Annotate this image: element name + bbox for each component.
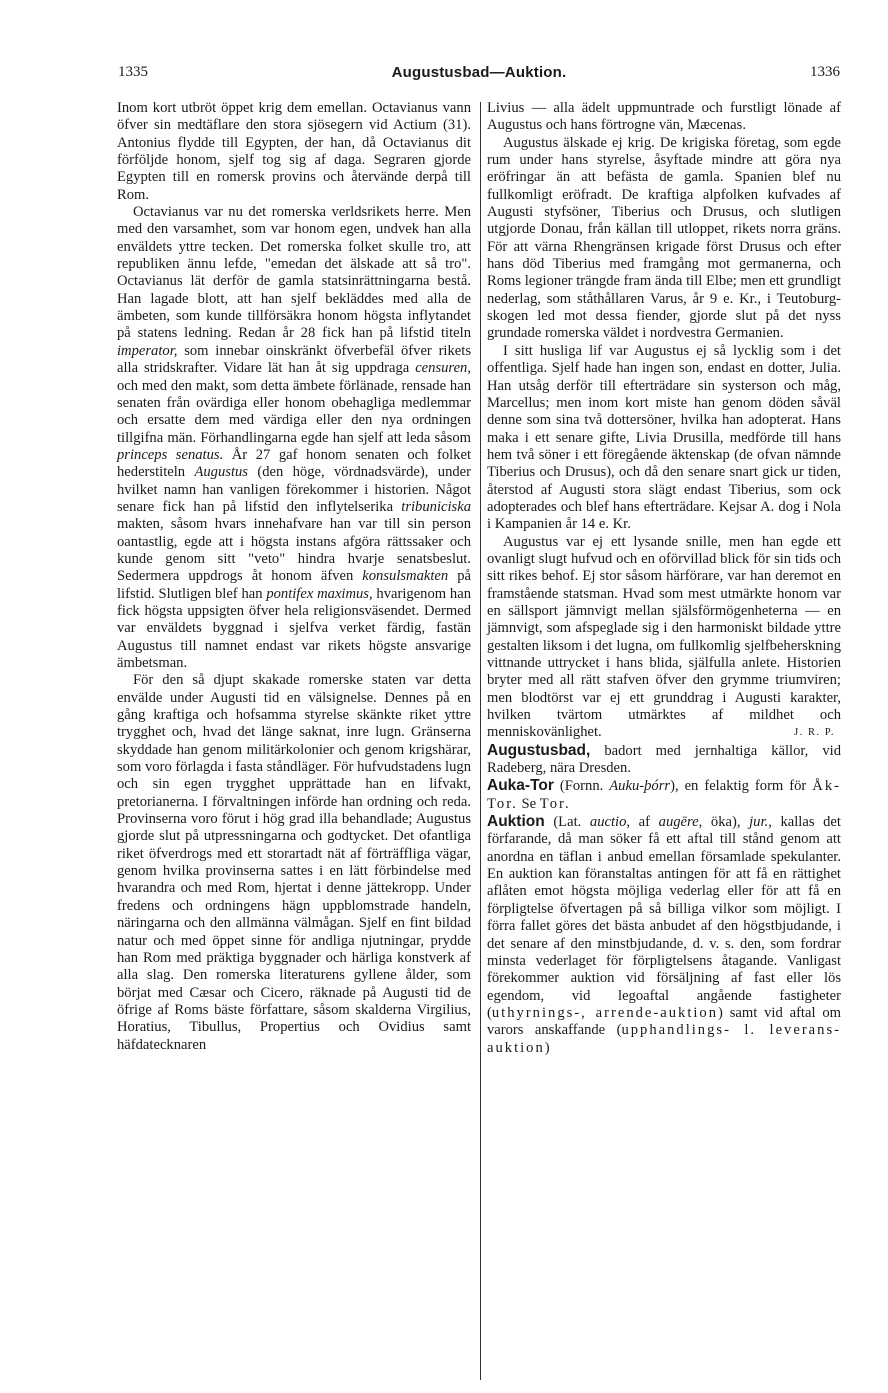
entry-auka-tor: Auka-Tor (Fornn. Auku-þórr), en felaktig form för Åk-Tor. Se Tor.: [487, 777, 841, 812]
left-column: [117, 100, 471, 1054]
page-number-right: 1336: [810, 64, 840, 80]
paragraph: Augustus älskade ej krig. De krigiska företag, som egde rum under hans styrelse, åsyftade mindre att göra nya eröfringar än att befästa de gamla. Spanien blef nu fullkomligt eröfradt. De kraftiga alpfolken kufvades af Augusti styfsöner, Tiberius och Drusus, och slutligen utgjorde Donau, från källan till utloppet, rikets norra gräns. För att värna Rhengränsen krigade först Drusus och efter hans död Tiberius med framgång mot germanerna, och Roms legioner trängde fram ända till Elbe; men ett grundligt nederlag, som ståthållaren Varus, år 9 e. Kr., i Teutoburg-skogen led mot dessa fiender, gjorde slut på det nyss grundade romerska väldet i nordvestra Germanien.: [487, 134, 841, 342]
headword: Augustusbad,: [487, 741, 591, 759]
entry-auktion: Auktion (Lat. auctio, af augēre, öka), jur., kallas det förfarande, då man söker få ett aftal till stånd genom att anordna en täflan i anbud emellan församlade spekulanter. En auktion kan föranstaltas antingen för att få en rättighet aflåten emot högsta möjliga vederlag eller för att få en förpligtelse öfvertagen på så billiga vilkor som möjligt. I förra fallet göres det bästa anbudet af den högstbjudande, i det senare af den minstbjudande, d. v. s. den, som fordrar minsta vederlaget för förpligtelsens åtagande. Vanligast förekommer auktion vid försäljning af fast eller lös egendom, vid legoaftal angående fastigheter (uthyrnings-, arrende-auktion) samt vid aftal om varors anskaffande (upphandlings- l. leverans-auktion): [487, 813, 841, 1056]
headword: Auktion: [487, 813, 545, 831]
running-title: Augustusbad—Auktion.: [391, 64, 567, 81]
paragraph: Inom kort utbröt öppet krig dem emellan. Octavianus vann öfver sin medtäflare den stora sjösegern vid Actium (31). Antonius flydde till Egypten, der han, då Octavianus dit förföljde honom, sjelf tog sig af daga. Segraren gjorde Egypten till en romersk provins och återvände derpå till Rom.: [117, 100, 471, 203]
entry-augustusbad: Augustusbad, badort med jernhaltiga källor, vid Radeberg, nära Dresden.: [487, 741, 841, 777]
column-divider: [480, 102, 481, 1380]
paragraph: För den så djupt skakade romerske staten var detta envälde under Augusti tid en välsignelse. Dennes på en gång kraftiga och hofsamma styrelse skänkte riket yttre trygghet och, hvad det länge saknat, inre lugn. Gränserna skyddade han genom militärkolonier och genom krigshärar, som voro förlagda i fasta ståndläger. För hufvudstadens lugn och sin egen trygghet upprättade han en lifvakt, pretorianerna. I förvaltningen införde han ordning och reda. Provinserna voro förut i hög grad illa behandlade; Augustus gjorde slut på utpressningarna och godtycket. Det ofantliga riket öfverdrogs med ett storartadt nät af förträffliga vägar, genom hvilka provinserna sattes i en lätt förbindelse med hvarandra och med Rom, hjertat i denne jättekropp. Under fredens och ordningens hägn uppblomstrade handeln, näringarna och den allmänna välmågan. Sjelf en fint bildad natur och med öppet sinne för andliga njutningar, prydde han Rom med präktiga byggnader och härliga konstverk af alla slag. Den romerska literaturens gyllene ålder, som börjat med Cæsar och Cicero, räknade på Augusti tid de öfrige af Roms bäste författare, såsom skalderna Virgilius, Horatius, Tibullus, Propertius och Ovidius samt häfdatecknaren: [117, 672, 471, 1053]
page-number-left: 1335: [118, 64, 148, 80]
paragraph: Livius — alla ädelt uppmuntrade och furstligt lönade af Augustus och hans förtrogne vän, Mæcenas.: [487, 100, 841, 134]
right-column: [487, 100, 841, 1057]
paragraph: Augustus var ej ett lysande snille, men han egde ett ovanligt slugt hufvud och en oförvillad blick för sin tids och sitt rikes behof. Ej stor såsom härförare, var han deremot en framstående statsman. Hvad som mest utmärkte honom var en sällsport jämnvigt mellan själsförmögenheterna — en jämnvigt, som afspeglade sig i den harmoniskt bildade yttre gestalten liksom i det lugna, om fullkomlig sjelfbeherskning vittnande uttrycket i hans blida, själfulla anlete. Historien bryter med all rätt stafven öfver den grymme triumviren; men blodtörst var ej ett grunddrag i Augusti karakter, hvilken tvärtom utmärktes af mildhet och menniskovänlighet. J. R. P.: [487, 533, 841, 741]
author-signature: J. R. P.: [794, 727, 835, 739]
paragraph: I sitt husliga lif var Augustus ej så lycklig som i det offentliga. Sjelf hade han ingen son, endast en dotter, Julia. Han utsåg derför till efterträdare sin systerson och måg, Marcellus; men inom kort miste han genom döden såväl denne som sina två dottersöner, hvilka han adopterat. Hans maka i ett senare gifte, Livia Drusilla, medförde till hans hem två söner i ett föregående äktenskap (de ofvan nämnde Tiberius och Drusus), och då den senare snart gick ur tiden, återstod af Augusti stora slägt endast Tiberius, som ock adopterades och blef hans efterträdare. Kejsar A. dog i Nola i Kampanien år 14 e. Kr.: [487, 342, 841, 533]
page-header: [118, 64, 840, 86]
headword: Auka-Tor: [487, 777, 554, 795]
paragraph: Octavianus var nu det romerska verldsrikets herre. Men med den varsamhet, som var honom egen, undvek han alla enväldets yttre tecken. Det romerska folket skulle tro, att republiken ännu lefde, "emedan det älskade att så tro". Octavianus lät derför de gamla statsinrättningarna bestå. Han lagade blott, att han sjelf bekläddes med alla de ämbeten, som kunde tillförsäkra honom högsta inflytandet på statens ledning. Redan år 28 fick han på lifstid titeln imperator, som innebar oinskränkt öfverbefäl öfver rikets alla stridskrafter. Vidare lät han åt sig uppdraga censuren, och med den makt, som detta ämbete förlänade, rensade han senaten från ovärdiga eller honom obehagliga medlemmar och ersatte dem med värdiga eller den nya ordningen tillgifna män. Förhandlingarna egde han sjelf att leda såsom princeps senatus. År 27 gaf honom senaten och folket hederstiteln Augustus (den höge, vördnadsvärde), under hvilket namn han vanligen förekommer i historien. Något senare fick han på lifstid den inflytelserika tribuniciska makten, såsom hvars innehafvare han var till sin person oantastlig, egde att i högsta instans afgöra rättssaker och kunde genom sitt "veto" hindra hvarje senatsbeslut. Sedermera uppdrogs åt honom äfven konsulsmakten på lifstid. Slutligen blef han pontifex maximus, hvarigenom han fick högsta uppsigten öfver hela religionsväsendet. Dermed var enväldets byggnad i sjelfva verket färdig, fastän Augustus till namnet endast var rikets högste ansvarige ämbetsman.: [117, 204, 472, 671]
